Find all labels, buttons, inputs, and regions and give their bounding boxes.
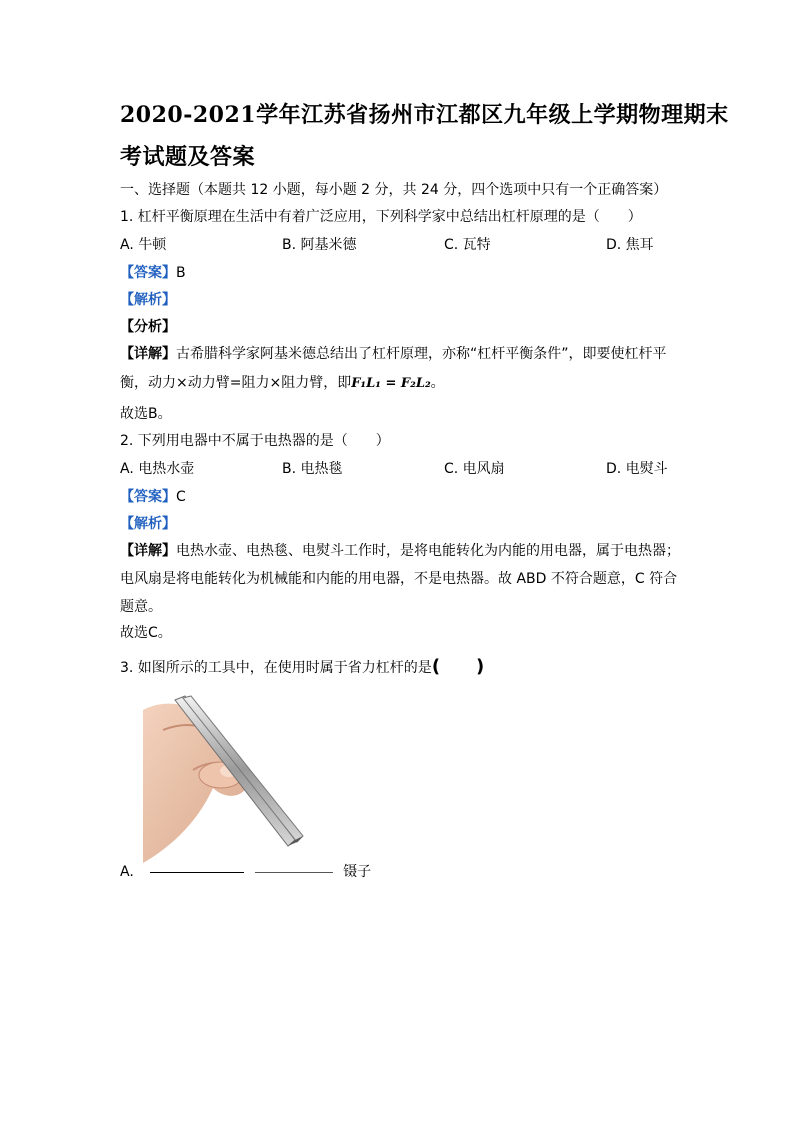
- detail-text: 衡，动力×动力臂=阻力×阻力臂，即: [120, 375, 352, 391]
- answer-value: B: [176, 265, 186, 281]
- blank-line: [150, 872, 244, 873]
- lever-formula: F₁L₁ = F₂L₂: [351, 376, 431, 391]
- q2-detail-line2: 电风扇是将电能转化为机械能和内能的用电器，不是电热器。故 ABD 不符合题意，C 符合: [120, 571, 678, 587]
- q1-conclusion: 故选B。: [120, 406, 172, 422]
- q3-stem-text: 3. 如图所示的工具中，在使用时属于省力杠杆的是: [120, 660, 432, 676]
- analysis-tag: 【解析】: [120, 292, 176, 308]
- detail-tag: 【详解】: [120, 346, 176, 362]
- q1-fenxi: [120, 316, 176, 336]
- detail-text: 古希腊科学家阿基米德总结出了杠杆原理，亦称“杠杆平衡条件”，即要使杠杆平: [176, 346, 667, 362]
- option-label: A.: [120, 864, 134, 880]
- q1-option-a: A. 牛顿: [120, 237, 167, 253]
- detail-text-end: 。: [430, 375, 445, 391]
- q2-conclusion: 故选C。: [120, 625, 172, 641]
- option-text: 镊子: [343, 864, 372, 880]
- q1-option-b: B. 阿基米德: [282, 237, 357, 253]
- q1-answer: [120, 262, 186, 282]
- fenxi-tag: 【分析】: [120, 319, 176, 335]
- page-title: 2020-2021学年江苏省扬州市江都区九年级上学期物理期末: [120, 102, 729, 128]
- blank-line: [255, 872, 333, 873]
- question-2-stem: 2. 下列用电器中不属于电热器的是（ ）: [120, 433, 390, 449]
- q1-detail: [120, 343, 667, 363]
- analysis-tag: 【解析】: [120, 516, 176, 532]
- q1-detail-line2: [120, 372, 445, 392]
- question-1-stem: 1. 杠杆平衡原理在生活中有着广泛应用，下列科学家中总结出杠杆原理的是（ ）: [120, 209, 642, 225]
- q2-detail: [120, 540, 680, 560]
- detail-tag: 【详解】: [120, 543, 176, 559]
- q2-answer: [120, 486, 186, 506]
- answer-tag: 【答案】: [120, 265, 176, 281]
- q1-analysis: [120, 289, 176, 309]
- q3-option-a: [120, 861, 371, 881]
- q2-option-b: B. 电热毯: [282, 461, 343, 477]
- tweezers-photo: [143, 690, 318, 863]
- answer-value: C: [176, 489, 186, 505]
- q2-option-c: C. 电风扇: [444, 461, 505, 477]
- page-title-continued: 考试题及答案: [120, 144, 256, 170]
- question-3-stem: [120, 652, 484, 678]
- answer-tag: 【答案】: [120, 489, 176, 505]
- answer-paren: ( ): [431, 656, 485, 677]
- detail-text: 电热水壶、电热毯、电熨斗工作时，是将电能转化为内能的用电器，属于电热器；: [176, 543, 680, 559]
- q2-option-d: D. 电熨斗: [606, 461, 668, 477]
- q1-option-d: D. 焦耳: [606, 237, 654, 253]
- section-heading: 一、选择题（本题共 12 小题，每小题 2 分，共 24 分，四个选项中只有一个正确答案）: [120, 182, 668, 198]
- q1-option-c: C. 瓦特: [444, 237, 491, 253]
- q2-option-a: A. 电热水壶: [120, 461, 195, 477]
- q2-detail-line3: 题意。: [120, 599, 162, 615]
- q2-analysis: [120, 513, 176, 533]
